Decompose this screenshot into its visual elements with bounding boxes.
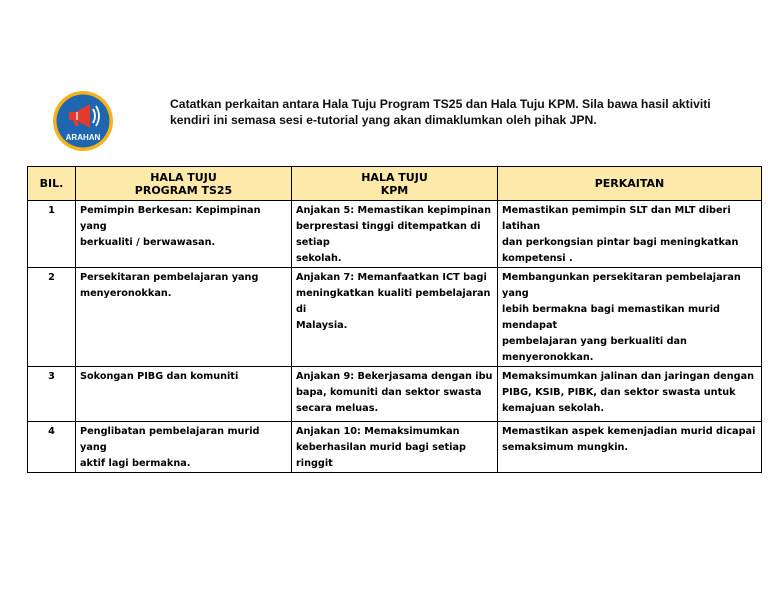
cell-perkaitan: Membangunkan persekitaran pembelajaran yang lebih bermakna bagi memastikan murid mendapat pembelajaran yang berkualiti dan menyeronokkan. <box>498 268 762 367</box>
table-row <box>28 422 762 473</box>
instruction-line-2: kendiri ini semasa sesi e-tutorial yang akan dimaklumkan oleh pihak JPN. <box>170 113 597 127</box>
table-row <box>28 201 762 268</box>
instruction-line-1: Catatkan perkaitan antara Hala Tuju Program TS25 dan Hala Tuju KPM. Sila bawa hasil aktiviti <box>170 97 711 111</box>
header-hala-tuju-ts25: HALA TUJU PROGRAM TS25 <box>76 167 292 201</box>
table-row <box>28 268 762 367</box>
cell-perkaitan: Memastikan aspek kemenjadian murid dicapai semaksimum mungkin. <box>498 422 762 473</box>
arahan-logo <box>52 90 114 152</box>
cell-bil: 2 <box>28 268 76 367</box>
cell-perkaitan: Memastikan pemimpin SLT dan MLT diberi latihan dan perkongsian pintar bagi meningkatkan kompetensi . <box>498 201 762 268</box>
instruction-text <box>170 96 730 128</box>
cell-kpm: Anjakan 5: Memastikan kepimpinan berprestasi tinggi ditempatkan di setiap sekolah. <box>292 201 498 268</box>
cell-ts25: Pemimpin Berkesan: Kepimpinan yang berkualiti / berwawasan. <box>76 201 292 268</box>
header-perkaitan: PERKAITAN <box>498 167 762 201</box>
cell-kpm: Anjakan 9: Bekerjasama dengan ibu bapa, komuniti dan sektor swasta secara meluas. <box>292 367 498 422</box>
cell-ts25: Sokongan PIBG dan komuniti <box>76 367 292 422</box>
relationship-table <box>27 166 762 473</box>
cell-kpm: Anjakan 10: Memaksimumkan keberhasilan murid bagi setiap ringgit <box>292 422 498 473</box>
cell-perkaitan: Memaksimumkan jalinan dan jaringan dengan PIBG, KSIB, PIBK, dan sektor swasta untuk kemajuan sekolah. <box>498 367 762 422</box>
megaphone-icon <box>52 90 114 152</box>
header-hala-tuju-kpm: HALA TUJU KPM <box>292 167 498 201</box>
table-header-row <box>28 167 762 201</box>
cell-ts25: Penglibatan pembelajaran murid yang aktif lagi bermakna. <box>76 422 292 473</box>
cell-ts25: Persekitaran pembelajaran yang menyeronokkan. <box>76 268 292 367</box>
cell-bil: 3 <box>28 367 76 422</box>
cell-bil: 4 <box>28 422 76 473</box>
logo-text: ARAHAN <box>65 133 101 142</box>
cell-bil: 1 <box>28 201 76 268</box>
table-row <box>28 367 762 422</box>
cell-kpm: Anjakan 7: Memanfaatkan ICT bagi meningkatkan kualiti pembelajaran di Malaysia. <box>292 268 498 367</box>
header-bil: BIL. <box>28 167 76 201</box>
